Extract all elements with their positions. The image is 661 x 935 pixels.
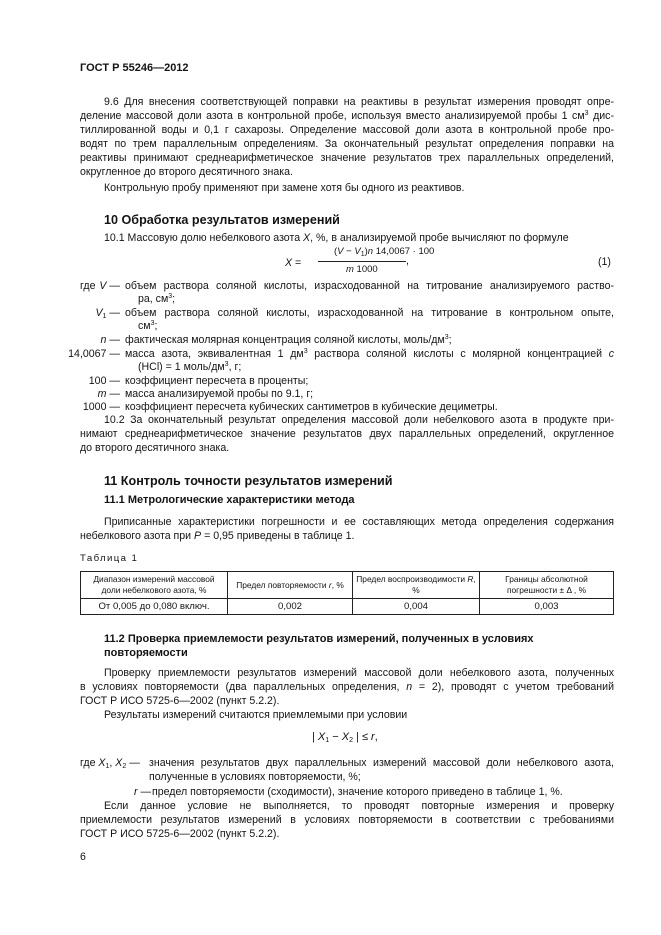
def-symbol: 14,0067 — xyxy=(68,348,120,360)
text-line: в условиях повторяемости (два параллельных определения, n = 2), проводят с учетом требований xyxy=(80,681,614,693)
def-symbol: m — xyxy=(97,388,120,400)
text-line: Если данное условие не выполняется, то проводят повторные измерения и проверку xyxy=(104,800,614,812)
text-line: Контрольную пробу применяют при замене хотя бы одного из реактивов. xyxy=(104,182,465,194)
text-line: до второго десятичного знака. xyxy=(80,442,230,454)
table-header-cell: Предел воспроизводимости R, % xyxy=(353,572,480,599)
def-symbol: 1000 — xyxy=(82,401,120,413)
def-symbol: 100 — xyxy=(88,375,120,387)
text-line: деление массовой доли азота в контрольной пробе, используя вместо анализируемой пробы 1 $см^3$ дис- xyxy=(80,110,614,122)
def-text: полученные в условиях повторяемости, %; xyxy=(149,771,361,783)
def-symbol: где $X_1$, $X_2$ — xyxy=(80,757,140,770)
section-heading: 10 Обработка результатов измерений xyxy=(104,213,340,227)
text-line: нимают среднеарифметическое значение результатов двух параллельных определений, округленное xyxy=(80,428,614,440)
subsection-heading: 11.1 Метрологические характеристики метода xyxy=(104,494,355,506)
text-line: 10.1 Массовую долю небелкового азота X, %, в анализируемой пробе вычисляют по формуле xyxy=(104,232,569,244)
table-cell: 0,004 xyxy=(353,599,480,615)
formula-number: (1) xyxy=(598,256,611,268)
table-header-cell: Диапазон измерений массовой доли небелкового азота, % xyxy=(81,572,228,599)
def-text: фактическая молярная концентрация соляной кислоты, моль/$дм^3$; xyxy=(125,334,452,346)
def-text: ра, $см^3$; xyxy=(138,293,176,305)
def-text: коэффициент пересчета кубических сантиметров в кубические дециметры. xyxy=(125,401,498,413)
formula-comma: , xyxy=(406,255,409,267)
def-text: значения результатов двух параллельных измерений массовой доли небелкового азота, xyxy=(149,757,614,769)
table-cell: 0,002 xyxy=(228,599,353,615)
def-symbol: n — xyxy=(100,334,120,346)
table-caption: Таблица 1 xyxy=(80,553,139,564)
subsection-heading: повторяемости xyxy=(104,647,188,659)
table-header-cell: Границы абсолютной погрешности ± Δ , % xyxy=(480,572,614,599)
text-line: ГОСТ Р ИСО 5725-6—2002 (пункт 5.2.2). xyxy=(80,828,280,840)
text-line: ГОСТ Р ИСО 5725-6—2002 (пункт 5.2.2). xyxy=(80,695,280,707)
def-text: объем раствора соляной кислоты, израсходованной на титрование анализируемого раство- xyxy=(125,280,614,292)
text-line: реактивы принимают среднеарифметическое значение результатов трех параллельных определений, xyxy=(80,152,614,164)
def-text: $см^3$; xyxy=(138,320,158,332)
table-header-row xyxy=(81,572,614,599)
def-text: объем раствора соляной кислоты, израсходованной на титрование в контрольном опыте, xyxy=(125,307,614,319)
text-line: водят по трем параллельным определениям. За окончательный результат определения поправки на xyxy=(80,138,614,150)
text-line: тиллированной воды и 0,1 г сахарозы. Определение массовой доли азота в контрольной пробе про- xyxy=(80,124,614,136)
def-text: (HCl) = 1 моль/$дм^3$, г; xyxy=(138,361,242,373)
formula-numerator: $(V - V_1)n$ 14,0067 · 100 xyxy=(334,246,435,258)
document-header: ГОСТ Р 55246—2012 xyxy=(80,62,189,74)
def-symbol: $V_1$ — xyxy=(95,307,120,320)
table-cell: От 0,005 до 0,080 включ. xyxy=(81,599,228,615)
formula-denominator: m 1000 xyxy=(346,264,378,275)
page-number: 6 xyxy=(80,851,86,863)
table-row xyxy=(81,599,614,615)
text-line: приемлемости результатов измерений в условиях повторяемости в соответствии с требованиями xyxy=(80,814,614,826)
text-line: Приписанные характеристики погрешности и ее составляющих метода определения содержания xyxy=(104,516,614,528)
def-text: масса анализируемой пробы по 9.1, г; xyxy=(125,388,314,400)
subsection-heading: 11.2 Проверка приемлемости результатов измерений, полученных в условиях xyxy=(104,633,534,645)
text-line: 9.6 Для внесения соответствующей поправки на реактивы в результат измерения проводят опре- xyxy=(104,96,614,108)
def-text: масса азота, эквивалентная 1 $дм^3$ раствора соляной кислоты с молярной концентрацией c xyxy=(125,348,614,360)
def-symbol: r — xyxy=(134,786,152,798)
text-line: округленное до второго десятичного знака. xyxy=(80,166,293,178)
acceptance-condition: | $X_1 - X_2$ | ≤ r, xyxy=(312,731,378,744)
section-heading: 11 Контроль точности результатов измерений xyxy=(104,474,393,488)
def-text: предел повторяемости (сходимости), значение которого приведено в таблице 1, %. xyxy=(152,786,563,798)
text-line: 10.2 За окончательный результат определения массовой доли небелкового азота в продукте при- xyxy=(104,414,614,426)
where-label: где xyxy=(80,280,96,292)
text-line: небелкового азота при P = 0,95 приведены в таблице 1. xyxy=(80,530,355,542)
text-line: Проверку приемлемости результатов измерений массовой доли небелкового азота, полученных xyxy=(104,667,614,679)
table-header-cell: Предел повторяемости r, % xyxy=(228,572,353,599)
def-symbol: V — xyxy=(99,280,120,292)
table-cell: 0,003 xyxy=(480,599,614,615)
text-line: Результаты измерений считаются приемлемыми при условии xyxy=(104,709,408,721)
table-1 xyxy=(80,571,614,615)
fraction-bar xyxy=(318,261,406,262)
formula-lhs: X = xyxy=(285,257,302,269)
def-text: коэффициент пересчета в проценты; xyxy=(125,375,309,387)
